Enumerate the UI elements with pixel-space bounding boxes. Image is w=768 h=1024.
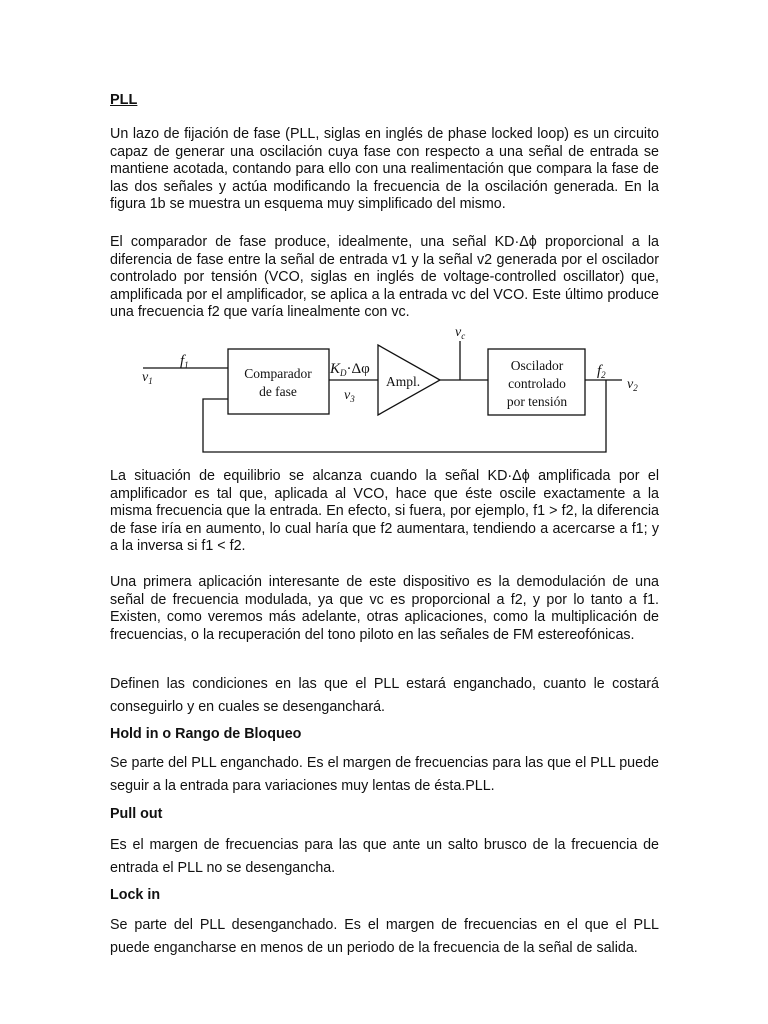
section-heading-lock-in: Lock in: [110, 887, 161, 903]
vco-label-line2: controlado: [508, 376, 566, 391]
conditions-paragraph: Definen las condiciones en las que el PLL estará enganchado, cuanto le costará conseguirlo y en cuales se desenganchará.: [110, 676, 659, 715]
comparator-paragraph: El comparador de fase produce, idealmente, una señal KD·Δϕ proporcional a la diferencia de fase entre la señal de entrada v1 y la señal v2 generada por el oscilador controlado por tensión (VCO, siglas en inglés de voltage-controlled oscillator) que, amplificada por el amplificador, se aplica a la entrada vc del VCO. Este último produce una frecuencia f2 que varía linealmente con vc.: [110, 234, 659, 321]
section-body-hold-in: Se parte del PLL enganchado. Es el margen de frecuencias para las que el PLL puede seguir a la entrada para variaciones muy lentas de ésta.PLL.: [110, 755, 659, 794]
f2-label: $f_2$: [597, 363, 606, 380]
equilibrium-paragraph: La situación de equilibrio se alcanza cuando la señal KD·Δϕ amplificada por el amplificador es tal que, aplicada al VCO, hace que éste oscile exactamente a la misma frecuencia que la entrada. En efecto, si fuera, por ejemplo, f1 > f2, la diferencia de fase iría en aumento, lo cual haría que f2 aumentara, tendiendo a acercarse a f1; y a la inversa si f1 < f2.: [110, 468, 659, 555]
page-title: PLL: [110, 92, 138, 108]
f1-label: $f_1$: [180, 353, 189, 370]
application-paragraph: Una primera aplicación interesante de este dispositivo es la demodulación de una señal de frecuencia modulada, ya que vc es proporcional a f2, y por lo tanto a f1. Existen, como veremos más adelante, otras aplicaciones, como la multiplicación de frecuencias, o la recuperación del tono piloto en las señales de FM estereofónicas.: [110, 574, 659, 643]
intro-paragraph: Un lazo de fijación de fase (PLL, siglas en inglés de phase locked loop) es un circuito capaz de generar una oscilación cuya fase con respecto a una señal de entrada se mantiene acotada, contando para ello con una realimentación que compara la fase de las dos señales y actúa modificando la frecuencia de la oscilación generada. En la figura 1b se muestra un esquema muy simplificado del mismo.: [110, 126, 659, 213]
v1-label: $v_1$: [142, 370, 153, 386]
section-body-pull-out: Es el margen de frecuencias para las que ante un salto brusco de la frecuencia de entrada el PLL no se desengancha.: [110, 837, 659, 876]
kd-dphi-label: $K_D\cdot\Delta\varphi$: [330, 361, 370, 378]
amplifier-label: Ampl.: [386, 374, 421, 389]
v3-label: $v_3$: [344, 388, 355, 404]
section-body-lock-in: Se parte del PLL desenganchado. Es el margen de frecuencias en el que el PLL puede engancharse en menos de un periodo de la frecuencia de la señal de salida.: [110, 917, 659, 956]
vco-label-line1: Oscilador: [510, 358, 564, 373]
comparator-label-line2: de fase: [259, 384, 297, 399]
vc-label: $v_c$: [455, 325, 466, 341]
comparator-box: [228, 349, 329, 414]
section-heading-hold-in: Hold in o Rango de Bloqueo: [110, 726, 302, 742]
section-heading-pull-out: Pull out: [110, 806, 163, 822]
comparator-label-line1: Comparador: [244, 366, 312, 381]
vco-label-line3: por tensión: [506, 394, 568, 409]
v2-label: $v_2$: [627, 377, 638, 393]
